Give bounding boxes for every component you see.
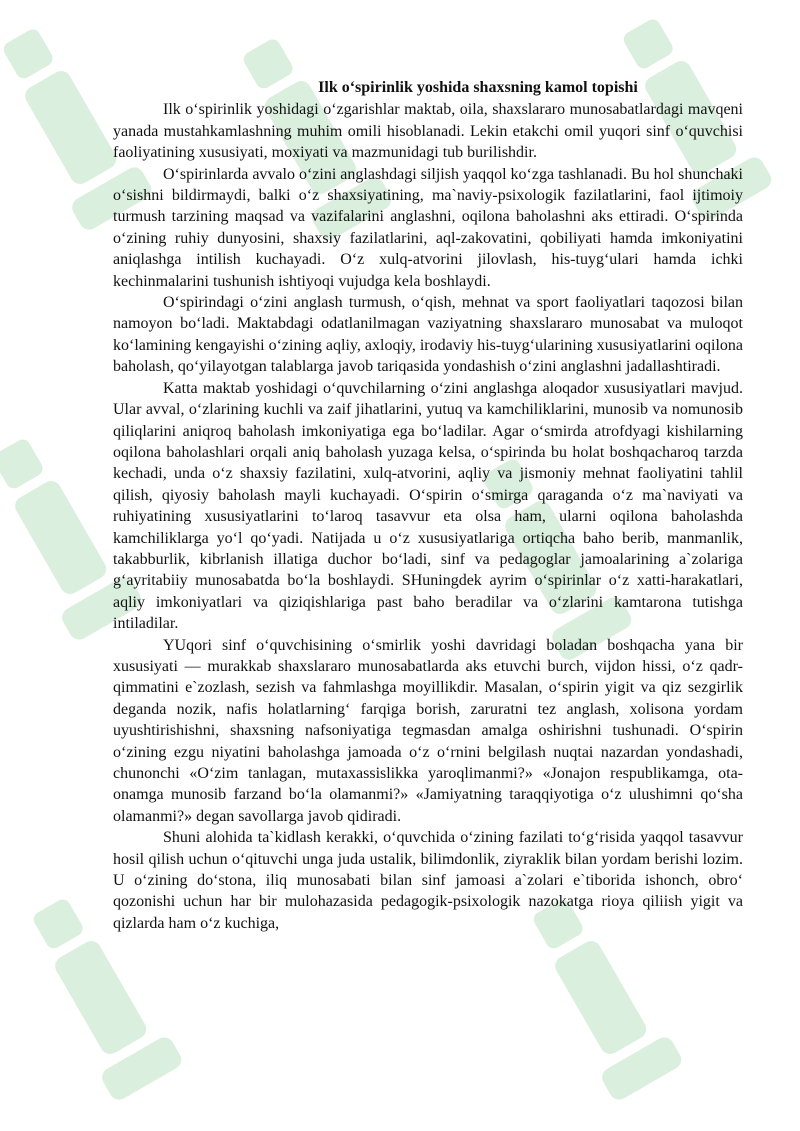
- paragraph: Oʻspirinlarda avvalo oʻzini anglashdagi siljish yaqqol koʻzga tashlanadi. Bu hol shunchaki oʻsishni bildirmaydi, balki oʻz shaxsiyatining, ma`naviy-psixologik fazilatlarini, faol ijtimoiy turmush tarzining maqsad va vazifalarini anglashni, oqilona baholashni aks ettiradi. Oʻspirinda oʻzining ruhiy dunyosini, shaxsiy fazilatlarini, aql-zakovatini, qobiliyati hamda imkoniyatini aniqlashga intilish kuchayadi. Oʻz xulq-atvorini jilovlash, his-tuygʻulari hamda ichki kechinmalarini tushunish ishtiyoqi vujudga kela boshlaydi.: [113, 165, 743, 290]
- paragraph: Katta maktab yoshidagi oʻquvchilarning oʻzini anglashga aloqador xususiyatlari mavjud. Ular avval, oʻzlarining kuchli va zaif jihatlarini, yutuq va kamchiliklarini, munosib va nomunosib qiliqlarini aniqroq baholash imkoniyatiga ega boʻladilar. Agar oʻsmirda atrofdyagi kishilarning oqilona baholashlari orqali aniq baholash yuzaga kelsa, oʻspirinda bu holat boshqacharoq tarzda kechadi, unda oʻz shaxsiy fazilatini, xulq-atvorini, aqliy va jismoniy mehnat faoliyatini tahlil qilish, qiyosiy baholash mayli kuchayadi. Oʻspirin oʻsmirga qaraganda oʻz ma`naviyati va ruhiyatining xususiyatlarini toʻlaroq tasavvur eta olsa ham, ularni oqilona baholashda kamchiliklarga yoʻl qoʻyadi. Natijada u oʻz xususiyatlariga ortiqcha baho berib, manmanlik, takabburlik, kibrlanish illatiga duchor boʻladi, sinf va pedagoglar jamoalarining a`zolariga gʻayritabiiy munosabatda boʻla boshlaydi. SHuningdek ayrim oʻspirinlar oʻz xatti-harakatlari, aqliy imkoniyatlari va qiziqishlariga past baho beradilar va oʻzlarini kamtarona tutishga intiladilar.: [113, 379, 743, 633]
- paragraph: Ilk oʻspirinlik yoshidagi oʻzgarishlar maktab, oila, shaxslararo munosabatlardagi mavqeni yanada mustahkamlashning muhim omili hisoblanadi. Lekin etakchi omil yuqori sinf oʻquvchisi faoliyatining xususiyati, moxiyati va mazmunidagi tub burilishdir.: [113, 101, 743, 162]
- paragraph: Oʻspirindagi oʻzini anglash turmush, oʻqish, mehnat va sport faoliyatlari taqozosi bilan namoyon boʻladi. Maktabdagi odatlanilmagan vaziyatning shaxslararo munosabat va muloqot koʻlamining kengayishi oʻzining aqliy, axloqiy, irodaviy his-tuygʻularining xususiyatlarini oqilona baholash, qoʻyilayotgan talablarga javob tariqasida yondashish oʻzini anglashni jadallashtiradi.: [113, 294, 743, 376]
- paragraph: YUqori sinf oʻquvchisining oʻsmirlik yoshi davridagi boladan boshqacha yana bir xususiyati — murakkab shaxslararo munosabatlarda aks etuvchi burch, vijdon hissi, oʻz qadr-qimmatini e`zozlash, sezish va fahmlashga moyillikdir. Masalan, oʻspirin yigit va qiz sezgirlik deganda nozik, nafis holatlarningʻ farqiga borish, zaruratni tez anglash, xolisona yordam uyushtirishishni, shaxsning nafsoniyatiga tegmasdan amalga oshirishni tushunadi. Oʻspirin oʻzining ezgu niyatini baholashga jamoada oʻz oʻrnini belgilash nuqtai nazardan yondashadi, chunonchi «Oʻzim tanlagan, mutaxassislikka yaroqlimanmi?» «Jonajon respublikamga, ota-onamga munosib farzand boʻla olamanmi?» «Jamiyatning taraqqiyotiga oʻz ulushimni qoʻsha olamanmi?» degan savollarga javob qidiradi.: [113, 636, 743, 825]
- document-title: Ilk oʻspirinlik yoshida shaxsning kamol topishi: [318, 79, 638, 96]
- paragraph: Shuni alohida ta`kidlash kerakki, oʻquvchida oʻzining fazilati toʻgʻrisida yaqqol tasavvur hosil qilish uchun oʻqituvchi unga juda ustalik, bilimdonlik, ziyraklik bilan yordam berishi lozim. U oʻzining doʻstona, iliq munosabati bilan sinf jamoasi a`zolari e`tiborida ishonch, obroʻ qozonishi uchun har bir mulohazasida pedagogik-psixologik nazokatga rioya qiliish yigit va qizlarda ham oʻz kuchiga,: [113, 829, 743, 932]
- document-page: [113, 77, 743, 934]
